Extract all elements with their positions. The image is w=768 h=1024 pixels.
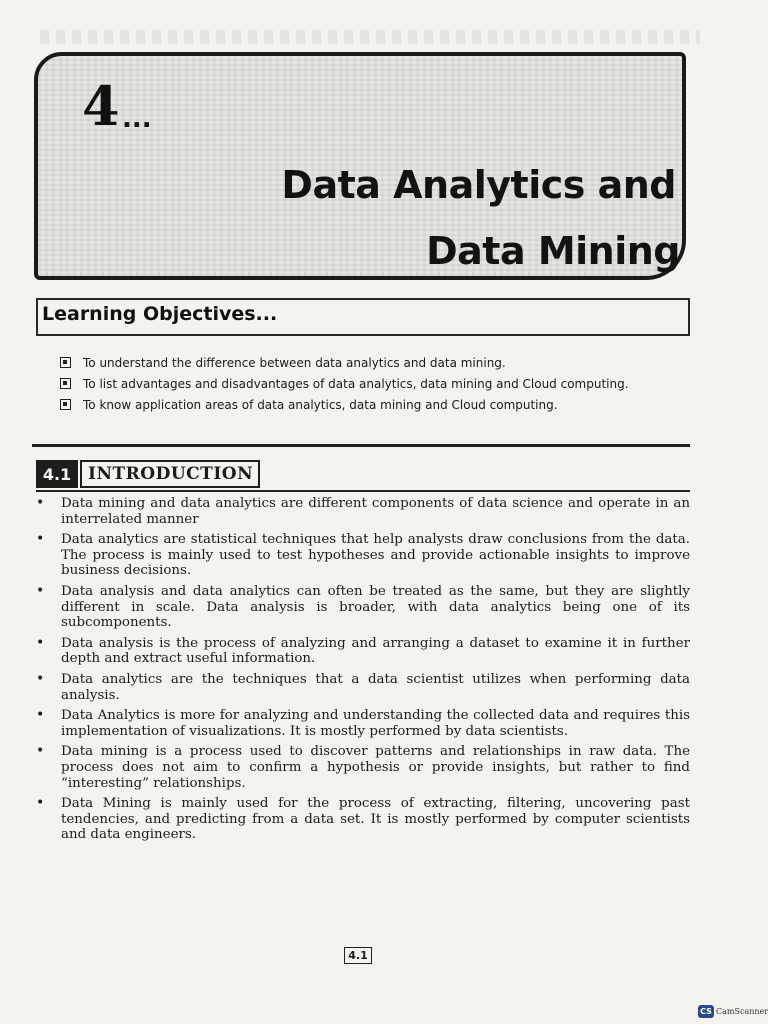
divider bbox=[32, 444, 690, 447]
objectives-list bbox=[60, 352, 629, 415]
learning-objectives-heading: Learning Objectives... bbox=[42, 303, 278, 325]
intro-bullet-list bbox=[36, 496, 690, 848]
section-number: 4.1 bbox=[36, 460, 78, 488]
bullet-item: • Data analysis and data analytics can often be treated as the same, but they are slightly different in scale. Data analysis is broader, with data analytics being one of its subcomponents. bbox=[36, 584, 690, 631]
bullet-item: • Data analysis is the process of analyzing and arranging a dataset to examine it in further depth and extract useful information. bbox=[36, 636, 690, 667]
camscanner-watermark bbox=[698, 1004, 768, 1018]
bullet-item: • Data mining and data analytics are different components of data science and operate in an interrelated manner bbox=[36, 496, 690, 527]
bullet-item: • Data mining is a process used to discover patterns and relationships in raw data. The process does not aim to confirm a hypothesis or provide insights, but rather to find “interesting” relationships. bbox=[36, 744, 690, 791]
checkbox-icon bbox=[60, 399, 71, 410]
bullet-item: • Data Mining is mainly used for the process of extracting, filtering, uncovering past tendencies, and predicting from a data set. It is mostly performed by computer scientists and data engineers. bbox=[36, 796, 690, 843]
checkbox-icon bbox=[60, 357, 71, 368]
section-divider bbox=[36, 490, 690, 492]
camscanner-text: CamScanner bbox=[716, 1006, 768, 1016]
bleed-through-text bbox=[40, 30, 700, 44]
objective-item bbox=[60, 373, 629, 394]
objective-text: To know application areas of data analytics, data mining and Cloud computing. bbox=[83, 397, 558, 412]
objective-text: To understand the difference between data analytics and data mining. bbox=[83, 355, 506, 370]
chapter-number-dots: ... bbox=[122, 104, 152, 134]
bullet-item: • Data analytics are statistical techniques that help analysts draw conclusions from the data. The process is mainly used to test hypotheses and provide actionable insights to improve business decisions. bbox=[36, 532, 690, 579]
camscanner-logo-icon: CS bbox=[698, 1005, 714, 1018]
objective-item bbox=[60, 394, 629, 415]
section-title: INTRODUCTION bbox=[80, 460, 260, 488]
page-number: 4.1 bbox=[344, 947, 372, 964]
bullet-item: • Data Analytics is more for analyzing and understanding the collected data and requires this implementation of visualizations. It is mostly performed by data scientists. bbox=[36, 708, 690, 739]
chapter-title-line2: Data Mining bbox=[426, 229, 680, 273]
objective-item bbox=[60, 352, 629, 373]
chapter-title-line1: Data Analytics and bbox=[281, 163, 676, 207]
bullet-item: • Data analytics are the techniques that a data scientist utilizes when performing data analysis. bbox=[36, 672, 690, 703]
checkbox-icon bbox=[60, 378, 71, 389]
chapter-number: 4 bbox=[82, 74, 120, 138]
objective-text: To list advantages and disadvantages of data analytics, data mining and Cloud computing. bbox=[83, 376, 629, 391]
